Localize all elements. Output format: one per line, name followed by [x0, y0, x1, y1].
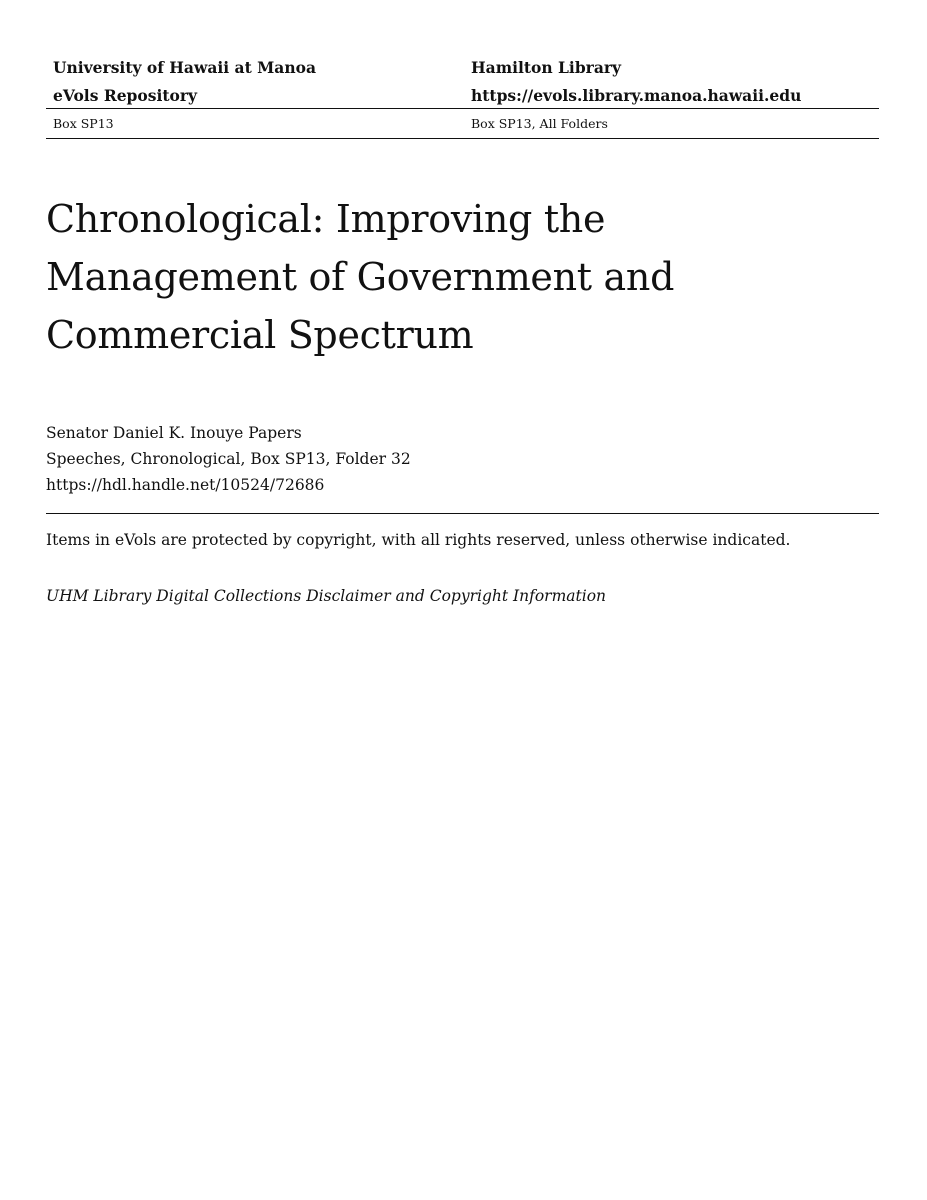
library-name: Hamilton Library	[471, 58, 622, 77]
document-title	[46, 190, 806, 364]
divider	[46, 513, 879, 514]
header-row-2	[46, 83, 879, 109]
header-row-1	[46, 52, 879, 83]
header-table	[46, 52, 879, 139]
title-line: Management of Government and	[46, 255, 675, 299]
box-label-right: Box SP13, All Folders	[471, 116, 608, 131]
rights-statement: Items in eVols are protected by copyright, with all rights reserved, unless otherwise indicated.	[46, 531, 791, 549]
institution-name: University of Hawaii at Manoa	[53, 58, 316, 77]
document-metadata	[46, 420, 411, 498]
box-label-left: Box SP13	[53, 116, 114, 131]
repository-name: eVols Repository	[53, 86, 198, 105]
folder-location: Speeches, Chronological, Box SP13, Folder 32	[46, 450, 411, 468]
handle-link[interactable]: https://hdl.handle.net/10524/72686	[46, 476, 325, 494]
header-row-3	[46, 109, 879, 139]
disclaimer-link[interactable]: UHM Library Digital Collections Disclaimer and Copyright Information	[46, 587, 607, 605]
title-line: Chronological: Improving the	[46, 197, 606, 241]
title-line: Commercial Spectrum	[46, 313, 474, 357]
repository-url[interactable]: https://evols.library.manoa.hawaii.edu	[471, 86, 802, 105]
collection-name: Senator Daniel K. Inouye Papers	[46, 424, 302, 442]
